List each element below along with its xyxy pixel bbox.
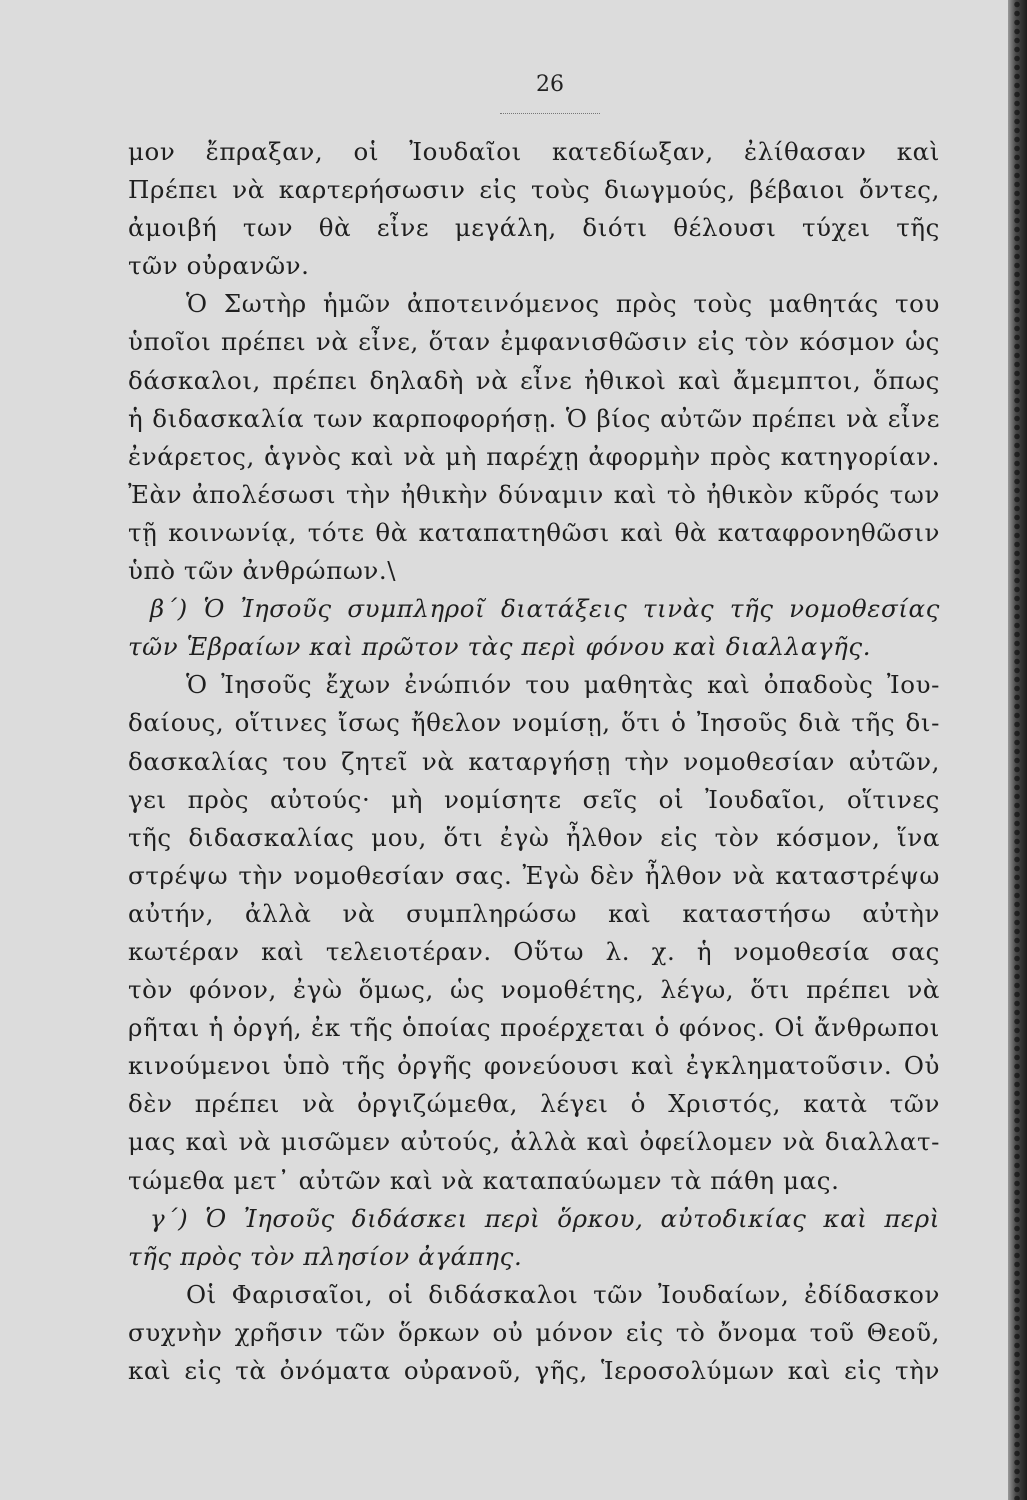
text-line: δασκαλίας του ζητεῖ νὰ καταργήσῃ τὴν νομοθεσίαν αὐτῶν, (128, 746, 940, 776)
text-line: καὶ εἰς τὰ ὀνόματα οὐρανοῦ, γῆς, Ἱεροσολύμων καὶ εἰς τὴν (128, 1356, 940, 1385)
text-line: ὑπὸ τῶν ἀνθρώπων.\ (128, 556, 397, 586)
text-line: κωτέραν καὶ τελειοτέραν. Οὕτω λ. χ. ἡ νομοθεσία σας (128, 936, 940, 966)
text-line: μας καὶ νὰ μισῶμεν αὐτούς, ἀλλὰ καὶ ὀφείλομεν νὰ διαλλατ- (128, 1127, 940, 1157)
text-line: τῶν οὐρανῶν. (128, 251, 310, 281)
text-line: τώμεθα μετ᾿ αὐτῶν καὶ νὰ καταπαύωμεν τὰ πάθη μας. (128, 1165, 840, 1195)
page-number-rule (500, 113, 600, 114)
text-line: τῆς διδασκαλίας μου, ὅτι ἐγὼ ἦλθον εἰς τὸν κόσμον, ἵνα (128, 822, 940, 852)
section-heading-b: β΄) Ὁ Ἰησοῦς συμπληροῖ διατάξεις τινὰς τῆς νομοθεσίας (150, 594, 940, 624)
text-line: ἡ διδασκαλία των καρποφορήσῃ. Ὁ βίος αὐτῶν πρέπει νὰ εἶνε (128, 403, 940, 433)
text-line: Ἐὰν ἀπολέσωσι τὴν ἠθικὴν δύναμιν καὶ τὸ ἠθικὸν κῦρός των (128, 479, 940, 509)
text-line: δάσκαλοι, πρέπει δηλαδὴ νὰ εἶνε ἠθικοὶ καὶ ἄμεμπτοι, ὅπως (128, 365, 940, 395)
text-line: δαίους, οἵτινες ἴσως ἤθελον νομίσῃ, ὅτι ὁ Ἰησοῦς διὰ τῆς δι- (128, 708, 940, 738)
text-line: ρῆται ἡ ὀργή, ἐκ τῆς ὁποίας προέρχεται ὁ φόνος. Οἱ ἄνθρωποι (128, 1013, 940, 1043)
text-line: αὐτήν, ἀλλὰ νὰ συμπληρώσω καὶ καταστήσω αὐτὴν (128, 898, 940, 928)
book-spine-edge (1008, 0, 1027, 1500)
text-line: κινούμενοι ὑπὸ τῆς ὀργῆς φονεύουσι καὶ ἐγκληματοῦσιν. Οὐ (128, 1051, 940, 1081)
section-heading-b-cont: τῶν Ἑβραίων καὶ πρῶτον τὰς περὶ φόνου καὶ διαλλαγῆς. (128, 632, 872, 662)
section-heading-c: γ΄) Ὁ Ἰησοῦς διδάσκει περὶ ὅρκου, αὐτοδικίας καὶ περὶ (150, 1203, 940, 1233)
text-line: τῇ κοινωνίᾳ, τότε θὰ καταπατηθῶσι καὶ θὰ καταφρονηθῶσιν (128, 517, 940, 547)
page-number: 26 (536, 72, 564, 97)
text-line: γει πρὸς αὐτούς· μὴ νομίσητε σεῖς οἱ Ἰουδαῖοι, οἵτινες (128, 784, 940, 814)
paragraph-start-line: Οἱ Φαρισαῖοι, οἱ διδάσκαλοι τῶν Ἰουδαίων, ἐδίδασκον (186, 1279, 940, 1309)
text-line: ἐνάρετος, ἁγνὸς καὶ νὰ μὴ παρέχῃ ἀφορμὴν πρὸς κατηγορίαν. (128, 441, 940, 471)
text-line: ἀμοιβή των θὰ εἶνε μεγάλη, διότι θέλουσι τύχει τῆς (128, 213, 940, 243)
text-line: τὸν φόνον, ἐγὼ ὅμως, ὡς νομοθέτης, λέγω, ὅτι πρέπει νὰ (128, 975, 940, 1005)
section-heading-c-cont: τῆς πρὸς τὸν πλησίον ἀγάπης. (128, 1241, 523, 1271)
text-line: Πρέπει νὰ καρτερήσωσιν εἰς τοὺς διωγμούς, βέβαιοι ὄντες, (128, 175, 940, 205)
text-line: δὲν πρέπει νὰ ὀργιζώμεθα, λέγει ὁ Χριστός, κατὰ τῶν (128, 1089, 940, 1119)
text-line: ὑποῖοι πρέπει νὰ εἶνε, ὅταν ἐμφανισθῶσιν εἰς τὸν κόσμον ὡς (128, 327, 940, 357)
page-text (128, 133, 940, 1390)
binding-dots (1010, 0, 1024, 1500)
paragraph-start-line: Ὁ Σωτὴρ ἡμῶν ἀποτεινόμενος πρὸς τοὺς μαθητάς του (186, 289, 940, 319)
text-line: μον ἔπραξαν, οἱ Ἰουδαῖοι κατεδίωξαν, ἐλίθασαν καὶ (128, 137, 940, 166)
text-line: στρέψω τὴν νομοθεσίαν σας. Ἐγὼ δὲν ἦλθον νὰ καταστρέψω (128, 860, 940, 890)
text-line: συχνὴν χρῆσιν τῶν ὅρκων οὐ μόνον εἰς τὸ ὄνομα τοῦ Θεοῦ, (128, 1317, 940, 1347)
paragraph-start-line: Ὁ Ἰησοῦς ἔχων ἐνώπιόν του μαθητὰς καὶ ὀπαδοὺς Ἰου- (186, 670, 940, 700)
